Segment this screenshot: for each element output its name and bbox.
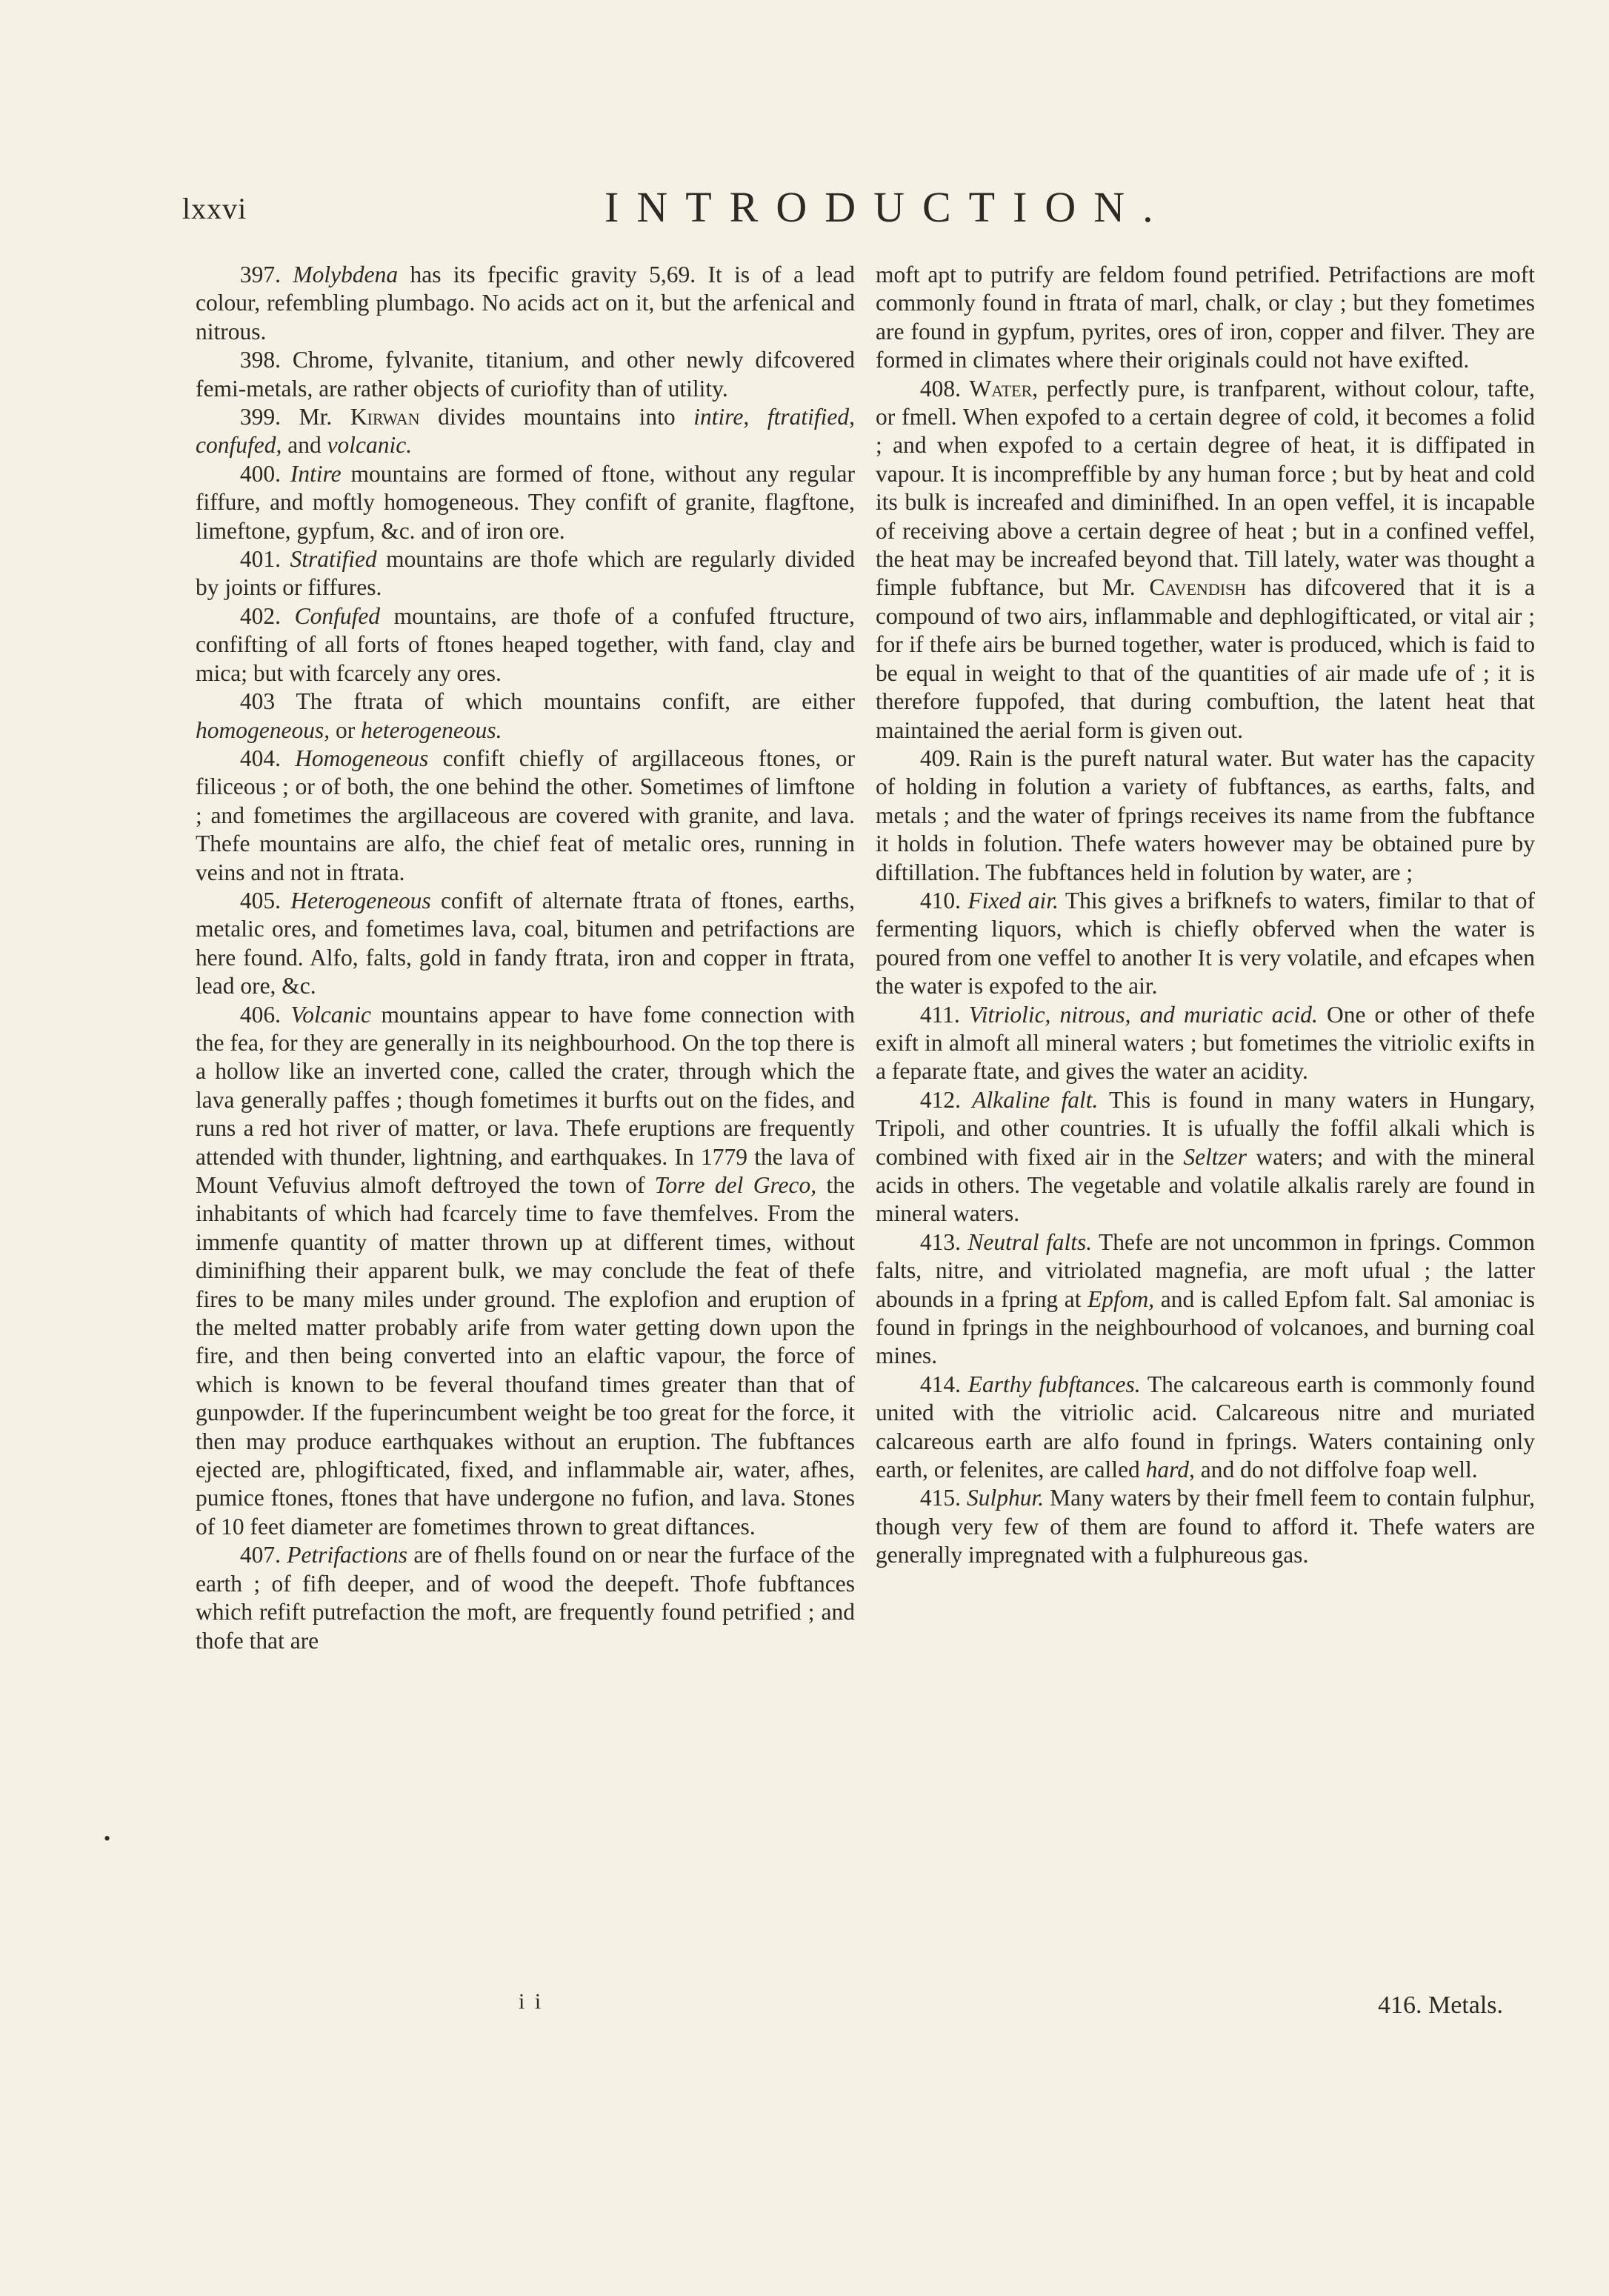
text-run: 414.	[919, 1371, 968, 1397]
italic-text: Volcanic	[290, 1001, 371, 1028]
text-run: 400.	[239, 460, 290, 487]
catchword: 416. Metals.	[1378, 1991, 1504, 2019]
text-run: 410.	[919, 887, 968, 914]
text-run: Thefe are not uncommon in fprings. Common falts, nitre, and vitriolated magnefia, are moft ufual ; the latter abounds in a fpring at	[876, 1228, 1535, 1312]
page-header	[182, 182, 1464, 234]
italic-text: Torre del Greco,	[654, 1172, 817, 1198]
italic-text: Homogeneous	[295, 745, 429, 771]
paragraph	[196, 403, 855, 460]
paragraph	[196, 545, 855, 602]
text-run: and is called Epfom falt. Sal amoniac is found in fprings in the neighbourhood of volcanoes, and burning coal mines.	[876, 1285, 1536, 1369]
small-caps-text: Kirwan	[350, 404, 420, 430]
text-run: waters; and with the mineral acids in others. The vegetable and volatile alkalis rarely are found in mineral waters.	[876, 1143, 1535, 1227]
left-column	[196, 261, 855, 1655]
text-run: are of fhells found on or near the furface of the earth ; of fifh deeper, and of wood the deepeft. Thofe fubftances which refift putrefaction the moft, are frequently found petrified ; and thofe that are	[196, 1542, 856, 1654]
paragraph	[876, 745, 1535, 887]
text-run: 409. Rain is the pureft natural water. But water has the capacity of holding in folution a variety of fubftances, as earths, falts, and metals ; and the water of fprings receives its name from the fubftance it holds in folution. Thefe waters however may be obtained pure by diftillation. The fubftances held in folution by water, are ;	[876, 745, 1535, 885]
italic-text: Neutral falts.	[967, 1228, 1093, 1255]
margin-mark: •	[104, 1828, 111, 1849]
text-run: confift of alternate ftrata of ftones, earths, metalic ores, and fometimes lava, coal, bitumen and petrifactions are here found. Alfo, falts, gold in fandy ftrata, iron and copper in ftrata, lead ore, &c.	[196, 887, 855, 999]
text-run: 402.	[239, 602, 295, 629]
text-run: 405.	[239, 887, 291, 914]
signature-mark: i i	[519, 1989, 544, 2014]
italic-text: Stratified	[290, 546, 377, 573]
text-run: 401.	[239, 546, 290, 573]
running-head: INTRODUCTION.	[604, 183, 1171, 231]
italic-text: Intire	[290, 460, 342, 487]
text-run: mountains are formed of ftone, without any regular fiffure, and moftly homogeneous. They confift of granite, flagftone, limeftone, gypfum, &c. and of iron ore.	[196, 460, 855, 544]
text-run: mountains are thofe which are regularly divided by joints or fiffures.	[196, 546, 855, 601]
page-number: lxxvi	[182, 192, 247, 225]
text-run: mountains appear to have fome connection with the fea, for they are generally in its neighbourhood. On the top there is a hollow like an inverted cone, called the crater, through which the lava generally paffes ; though fometimes it burfts out on the fides, and runs a red hot river of matter, or lava. Thefe eruptions are frequently attended with thunder, lightning, and earthquakes. In 1779 the lava of Mount Vefuvius almoft deftroyed the town of	[196, 1001, 855, 1198]
text-run: The calcareous earth is commonly found united with the vitriolic acid. Calcareous nitre and muriated calcareous earth are alfo found in fprings. Waters containing only earth, or felenites, are called	[876, 1371, 1535, 1483]
text-run: 406.	[239, 1001, 291, 1028]
paragraph	[196, 887, 855, 1001]
text-run: has its fpecific gravity 5,69. It is of a lead colour, refembling plumbago. No acids act on it, but the arfenical and nitrous.	[196, 262, 856, 345]
text-run: the inhabitants of which had fcarcely time to fave themfelves. From the immenfe quantity of matter thrown up at different times, without diminifhing their apparent bulk, we may conclude the feat of thefe fires to be many miles under ground. The explofion and eruption of the melted matter probably arife from water getting down upon the fire, and then being converted into an elaftic vapour, the force of which is known to be feveral thoufand times greater than that of gunpowder. If the fuperincumbent weight be too great for the force, it then may produce earthquakes without an eruption. The fubftances ejected are, phlogifticated, fixed, and inflammable air, water, afhes, pumice ftones, ftones that have undergone no fufion, and lava. Stones of 10 feet diameter are fometimes thrown to great diftances.	[196, 1172, 856, 1540]
right-column	[876, 261, 1535, 1570]
text-run: divides mountains into	[419, 404, 694, 430]
paragraph	[876, 1371, 1535, 1485]
paragraph	[196, 688, 855, 745]
text-run: 407.	[239, 1542, 287, 1568]
text-run: moft apt to putrify are feldom found petrified. Petrifactions are moft commonly found in ftrata of marl, chalk, or clay ; but they fometimes are found in gypfum, pyrites, ores of iron, copper and filver. They are formed in climates where their originals could not have exifted.	[876, 262, 1535, 373]
italic-text: Epfom,	[1087, 1285, 1155, 1312]
paragraph	[876, 1001, 1535, 1086]
italic-text: Molybdena	[293, 262, 399, 287]
small-caps-text: Water,	[969, 375, 1039, 402]
small-caps-text: Cavendish	[1149, 574, 1247, 601]
text-run: 413.	[919, 1228, 968, 1255]
paragraph	[196, 261, 855, 346]
italic-text: hard,	[1145, 1457, 1195, 1483]
text-run: confift chiefly of argillaceous ftones, or filiceous ; or of both, the one behind the other. Sometimes of limftone ; and fometimes the argillaceous are covered with granite, and lava. Thefe mountains are alfo, the chief feat of metalic ores, running in veins and not in ftrata.	[196, 745, 856, 885]
italic-text: Seltzer	[1183, 1143, 1247, 1170]
paragraph	[876, 1086, 1535, 1228]
text-run: has difcovered that it is a compound of two airs, inflammable and dephlogifticated, or vital air ; for if thefe airs be burned together, water is produced, which is faid to be equal in weight to that of the quantities of air made ufe of ; it is therefore fuppofed, that during combuftion, the latent heat that maintained the aerial form is given out.	[876, 574, 1535, 743]
text-run: or	[330, 716, 362, 743]
text-run: This gives a brifknefs to waters, fimilar to that of fermenting liquors, which is chiefly obferved when the water is poured from one veffel to another It is very volatile, and efcapes when the water is expofed to the air.	[876, 887, 1535, 999]
text-run: 399. Mr.	[239, 404, 350, 430]
text-run: 408.	[919, 375, 970, 402]
paragraph	[876, 1228, 1535, 1371]
text-run: and	[282, 432, 327, 459]
text-run: 404.	[239, 745, 296, 771]
italic-text: Petrifactions	[287, 1542, 408, 1568]
text-run: One or other of thefe exift in almoft all mineral waters ; but fometimes the vitriolic exifts in a feparate ftate, and gives the water an acidity.	[876, 1001, 1535, 1085]
paragraph	[196, 1541, 855, 1655]
text-run: 415.	[919, 1485, 967, 1511]
text-run: Many waters by their fmell feem to contain fulphur, though very few of them are found to afford it. Thefe waters are generally impregnated with a fulphureous gas.	[876, 1485, 1536, 1568]
paragraph	[196, 460, 855, 545]
italic-text: homogeneous,	[196, 716, 330, 743]
paragraph	[196, 602, 855, 688]
paragraph	[196, 1001, 855, 1542]
italic-text: Fixed air.	[967, 887, 1059, 914]
italic-text: Alkaline falt.	[972, 1086, 1099, 1113]
text-run: 412.	[919, 1086, 973, 1113]
italic-text: Vitriolic, nitrous, and muriatic acid.	[968, 1001, 1318, 1028]
text-run: 403 The ftrata of which mountains confift, are either	[239, 688, 855, 715]
italic-text: intire, ftratified, confufed,	[196, 404, 856, 459]
text-run: perfectly pure, is tranfparent, without colour, tafte, or fmell. When expofed to a certain degree of cold, it becomes a folid ; and when expofed to a certain degree of heat, it is diffipated in vapour. It is incompreffible by any human force ; but by heat and cold its bulk is increafed and diminifhed. In an open veffel, it is incapable of receiving above a certain degree of heat ; but in a confined veffel, the heat may be increafed beyond that. Till lately, water was thought a fimple fubftance, but Mr.	[876, 375, 1536, 601]
italic-text: volcanic.	[327, 432, 413, 459]
text-run: mountains, are thofe of a confufed ftructure, confifting of all forts of ftones heaped together, with fand, clay and mica; but with fcarcely any ores.	[196, 602, 855, 686]
paragraph	[876, 887, 1535, 1001]
italic-text: Confufed	[294, 602, 381, 629]
text-run: 411.	[919, 1001, 969, 1028]
italic-text: Earthy fubftances.	[967, 1371, 1141, 1397]
text-run: 397.	[239, 262, 293, 287]
paragraph	[876, 1484, 1535, 1569]
text-run: and do not diffolve foap well.	[1194, 1457, 1478, 1483]
paragraph	[196, 745, 855, 887]
italic-text: Heterogeneous	[290, 887, 431, 914]
text-run: This is found in many waters in Hungary, Tripoli, and other countries. It is ufually the foffil alkali which is combined with fixed air in the	[876, 1086, 1536, 1170]
italic-text: heterogeneous.	[361, 716, 502, 743]
paragraph	[876, 375, 1535, 745]
italic-text: Sulphur.	[966, 1485, 1045, 1511]
paragraph	[196, 346, 855, 403]
paragraph	[876, 261, 1535, 375]
text-run: 398. Chrome, fylvanite, titanium, and other newly difcovered femi-metals, are rather objects of curiofity than of utility.	[196, 347, 855, 402]
